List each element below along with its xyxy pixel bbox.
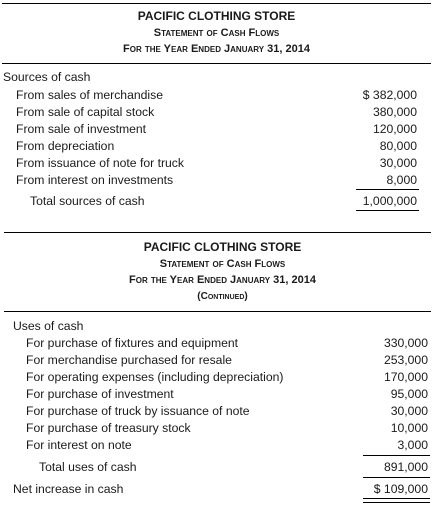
line-item-label: From sale of investment <box>16 122 147 136</box>
line-item-amount: 8,000 <box>386 173 417 187</box>
line-item-label: From sales of merchandise <box>16 88 163 102</box>
line-item-amount: 30,000 <box>390 404 428 418</box>
total-amount: 891,000 <box>383 460 428 474</box>
top-rule <box>4 232 431 233</box>
statement-uses-of-cash <box>0 232 433 511</box>
subtotal-rule <box>356 189 419 190</box>
line-item-amount: 95,000 <box>390 387 428 401</box>
total-underline <box>356 210 419 211</box>
line-item-label: For purchase of truck by issuance of note <box>26 404 250 418</box>
store-name: PACIFIC CLOTHING STORE <box>143 240 302 254</box>
total-underline <box>363 477 430 478</box>
total-amount: 1,000,000 <box>362 194 417 208</box>
line-item-label: For purchase of treasury stock <box>26 421 191 435</box>
statement-period: For the Year Ended January 31, 2014 <box>123 43 310 55</box>
line-item-amount: 253,000 <box>383 353 428 367</box>
line-item-label: For operating expenses (including depreciation) <box>26 370 284 384</box>
net-increase-label: Net increase in cash <box>13 482 124 496</box>
total-label: Total uses of cash <box>39 460 137 474</box>
statement-title: Statement of Cash Flows <box>159 258 286 270</box>
line-item-label: From interest on investments <box>16 173 174 187</box>
statement-sources-of-cash <box>0 0 433 214</box>
store-name: PACIFIC CLOTHING STORE <box>137 9 296 23</box>
line-item-amount: 170,000 <box>383 370 428 384</box>
line-item-amount: 330,000 <box>383 336 428 350</box>
net-double-underline <box>363 498 430 503</box>
line-item-amount: $ 382,000 <box>362 88 417 102</box>
line-item-label: For interest on note <box>26 438 132 452</box>
header-rule <box>4 311 431 312</box>
line-item-amount: 10,000 <box>390 421 428 435</box>
line-item-amount: 380,000 <box>372 105 417 119</box>
line-item-label: From issuance of note for truck <box>16 156 184 170</box>
line-item-amount: 3,000 <box>397 438 428 452</box>
line-item-label: For purchase of fixtures and equipment <box>26 336 239 350</box>
continued-label: (Continued) <box>197 291 248 302</box>
line-item-label: For merchandise purchased for resale <box>26 353 232 367</box>
top-rule <box>2 3 431 4</box>
subtotal-rule <box>363 455 430 456</box>
section-label: Uses of cash <box>13 319 84 333</box>
line-item-label: From depreciation <box>16 139 115 153</box>
statement-period: For the Year Ended January 31, 2014 <box>129 274 316 286</box>
line-item-amount: 120,000 <box>372 122 417 136</box>
line-item-amount: 30,000 <box>379 156 417 170</box>
section-label: Sources of cash <box>3 70 91 84</box>
line-item-label: For purchase of investment <box>26 387 174 401</box>
line-item-amount: 80,000 <box>379 139 417 153</box>
total-label: Total sources of cash <box>30 194 145 208</box>
net-increase-amount: $ 109,000 <box>373 482 428 496</box>
line-item-label: From sale of capital stock <box>16 105 155 119</box>
statement-title: Statement of Cash Flows <box>153 27 280 39</box>
header-rule <box>2 63 431 64</box>
